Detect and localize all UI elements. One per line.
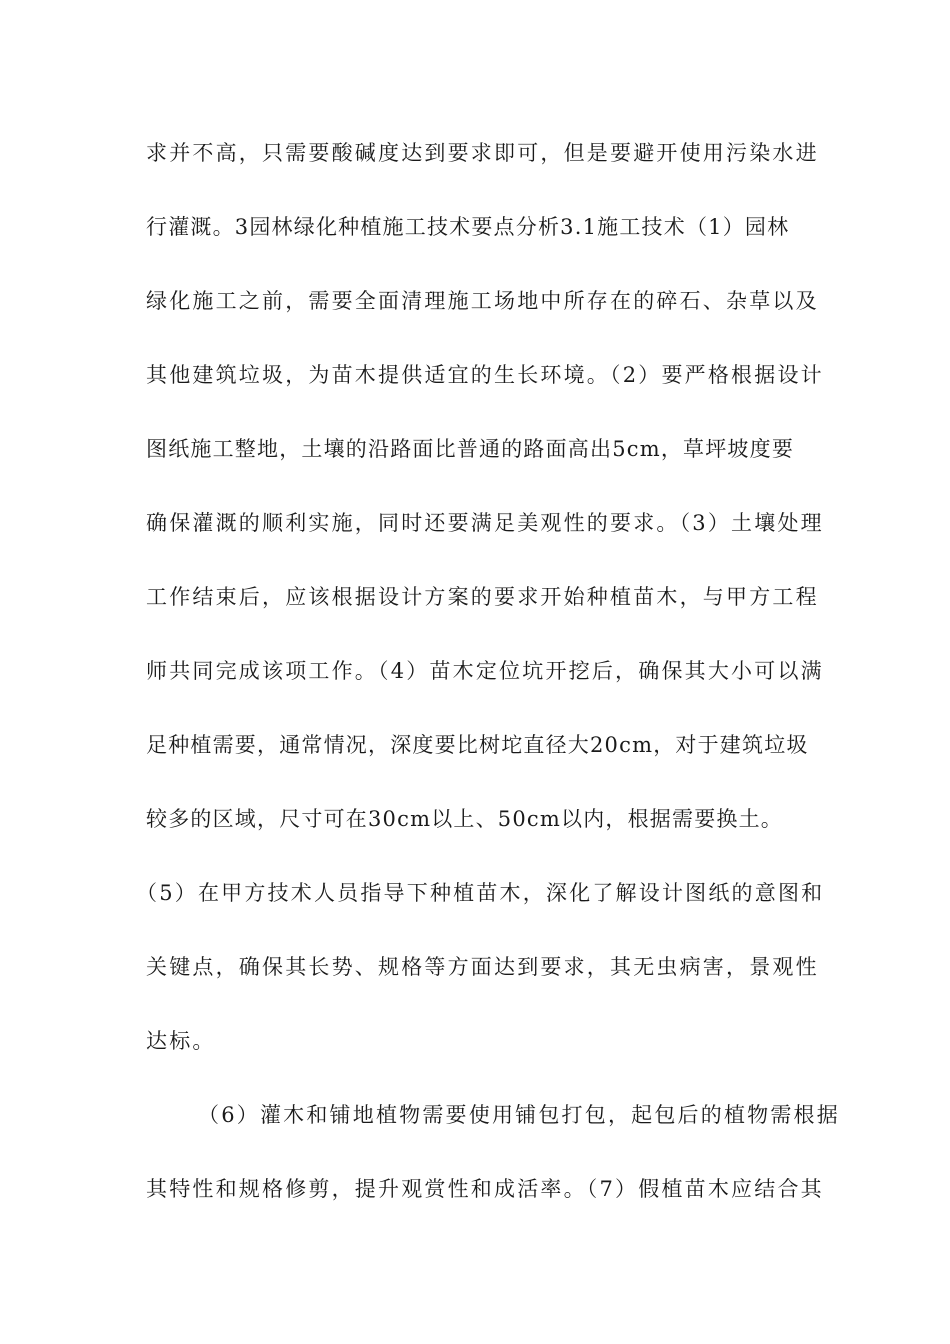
text-line: 足种植需要，通常情况，深度要比树坨直径大20cm，对于建筑垃圾 <box>146 733 809 757</box>
text-line: 其他建筑垃圾，为苗木提供适宜的生长环境。（2）要严格根据设计 <box>146 363 824 387</box>
text-line: 工作结束后，应该根据设计方案的要求开始种植苗木，与甲方工程 <box>146 585 819 609</box>
text-line: （5）在甲方技术人员指导下种植苗木，深化了解设计图纸的意图和 <box>136 881 825 905</box>
text-line: 达标。 <box>146 1029 216 1053</box>
text-line: （6）灌木和铺地植物需要使用铺包打包，起包后的植物需根据 <box>198 1103 840 1127</box>
text-line: 较多的区域，尺寸可在30cm以上、50cm以内，根据需要换土。 <box>146 807 783 831</box>
paragraph-1 <box>136 131 825 1093</box>
paragraph-2 <box>146 1093 840 1241</box>
text-line: 确保灌溉的顺利实施，同时还要满足美观性的要求。（3）土壤处理 <box>146 511 824 535</box>
text-line: 关键点，确保其长势、规格等方面达到要求，其无虫病害，景观性 <box>146 955 819 979</box>
text-line: 图纸施工整地，土壤的沿路面比普通的路面高出5cm，草坪坡度要 <box>146 437 795 461</box>
text-line: 师共同完成该项工作。（4）苗木定位坑开挖后，确保其大小可以满 <box>146 659 824 683</box>
text-line: 求并不高，只需要酸碱度达到要求即可，但是要避开使用污染水进 <box>146 141 819 165</box>
text-line: 绿化施工之前，需要全面清理施工场地中所存在的碎石、杂草以及 <box>146 289 819 313</box>
text-line: 其特性和规格修剪，提升观赏性和成活率。（7）假植苗木应结合其 <box>146 1177 824 1201</box>
text-line: 行灌溉。3园林绿化种植施工技术要点分析3.1施工技术（1）园林 <box>146 215 790 239</box>
